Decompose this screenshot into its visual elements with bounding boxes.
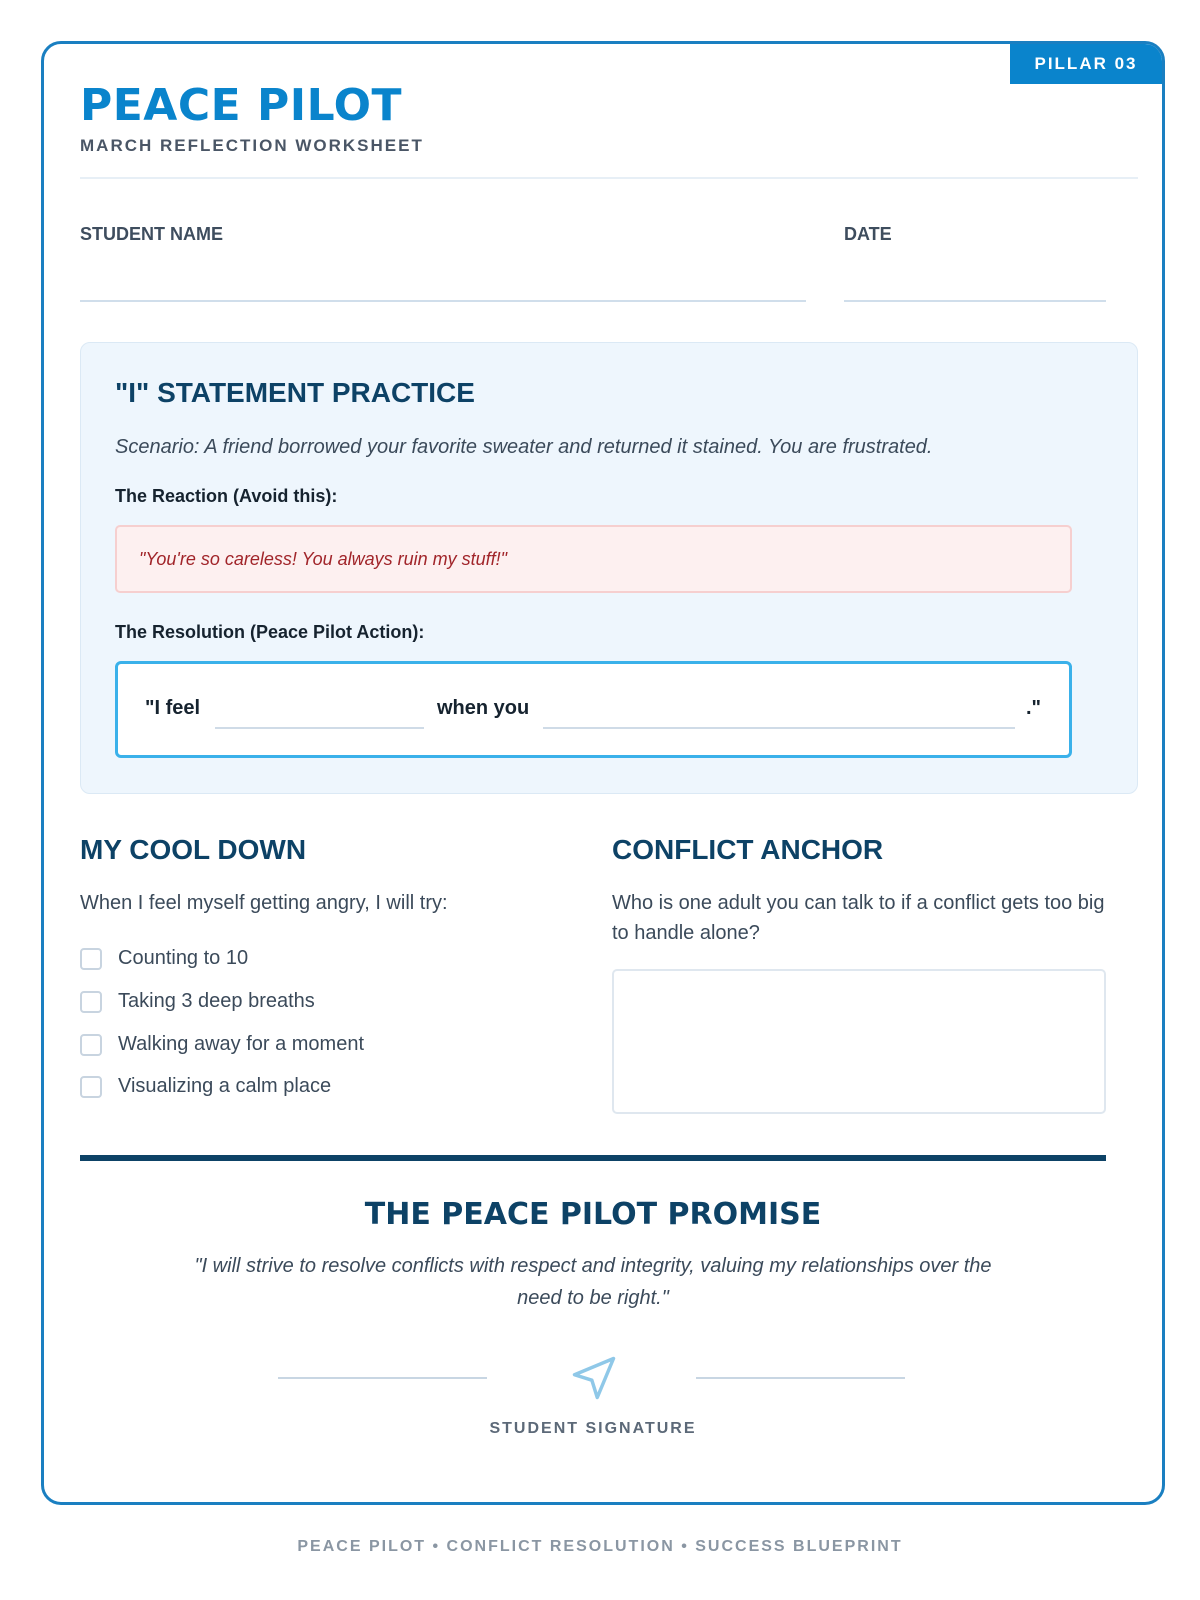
section-divider [80,1155,1106,1161]
student-name-label: STUDENT NAME [80,224,223,244]
option-label: Walking away for a moment [118,1033,365,1055]
promise-heading: THE PEACE PILOT PROMISE [364,1197,822,1232]
action-blank[interactable] [543,727,1015,729]
cool-down-option[interactable] [80,1033,364,1056]
cool-down-prompt: When I feel myself getting angry, I will try: [80,892,448,914]
checkbox[interactable] [80,948,102,970]
closing-quote-text: ." [1026,697,1042,719]
signature-line-left[interactable] [278,1377,487,1379]
conflict-anchor-answer-box[interactable] [612,969,1106,1114]
conflict-anchor-prompt: Who is one adult you can talk to if a conflict gets too big to handle alone? [612,892,1105,944]
conflict-anchor-heading: CONFLICT ANCHOR [612,834,884,865]
cool-down-option[interactable] [80,1075,331,1098]
checkbox[interactable] [80,991,102,1013]
cool-down-heading: MY COOL DOWN [80,834,307,865]
scenario-text: Scenario: A friend borrowed your favorite sweater and returned it stained. You are frustrated. [115,436,933,458]
feeling-blank[interactable] [215,727,424,729]
page-subtitle: MARCH REFLECTION WORKSHEET [80,136,424,155]
signature-label: STUDENT SIGNATURE [489,1420,697,1437]
cool-down-option[interactable] [80,947,248,970]
paper-plane-icon [568,1352,620,1404]
resolution-box [115,661,1072,758]
checkbox[interactable] [80,1034,102,1056]
worksheet-card [41,41,1165,1505]
reaction-quote: "You're so careless! You always ruin my stuff!" [139,548,508,569]
i-feel-text: "I feel [145,697,201,719]
practice-heading: "I" STATEMENT PRACTICE [115,377,475,408]
pillar-badge: PILLAR 03 [1010,44,1162,84]
student-name-field[interactable] [80,300,806,302]
footer-text: PEACE PILOT • CONFLICT RESOLUTION • SUCCESS BLUEPRINT [297,1538,903,1555]
option-label: Taking 3 deep breaths [118,990,315,1012]
date-field[interactable] [844,300,1106,302]
header-divider [80,177,1138,179]
date-label: DATE [844,224,892,244]
i-statement-practice-section [80,342,1138,794]
resolution-label: The Resolution (Peace Pilot Action): [115,622,425,642]
option-label: Counting to 10 [118,947,249,969]
cool-down-option[interactable] [80,990,315,1013]
reaction-label: The Reaction (Avoid this): [115,486,338,506]
checkbox[interactable] [80,1076,102,1098]
when-you-text: when you [437,697,530,719]
option-label: Visualizing a calm place [118,1075,332,1097]
reaction-quote-box [115,525,1072,593]
page-title: PEACE PILOT [80,80,403,131]
signature-line-right[interactable] [696,1377,905,1379]
promise-text: "I will strive to resolve conflicts with respect and integrity, valuing my relationships over the need to be right." [194,1255,992,1309]
